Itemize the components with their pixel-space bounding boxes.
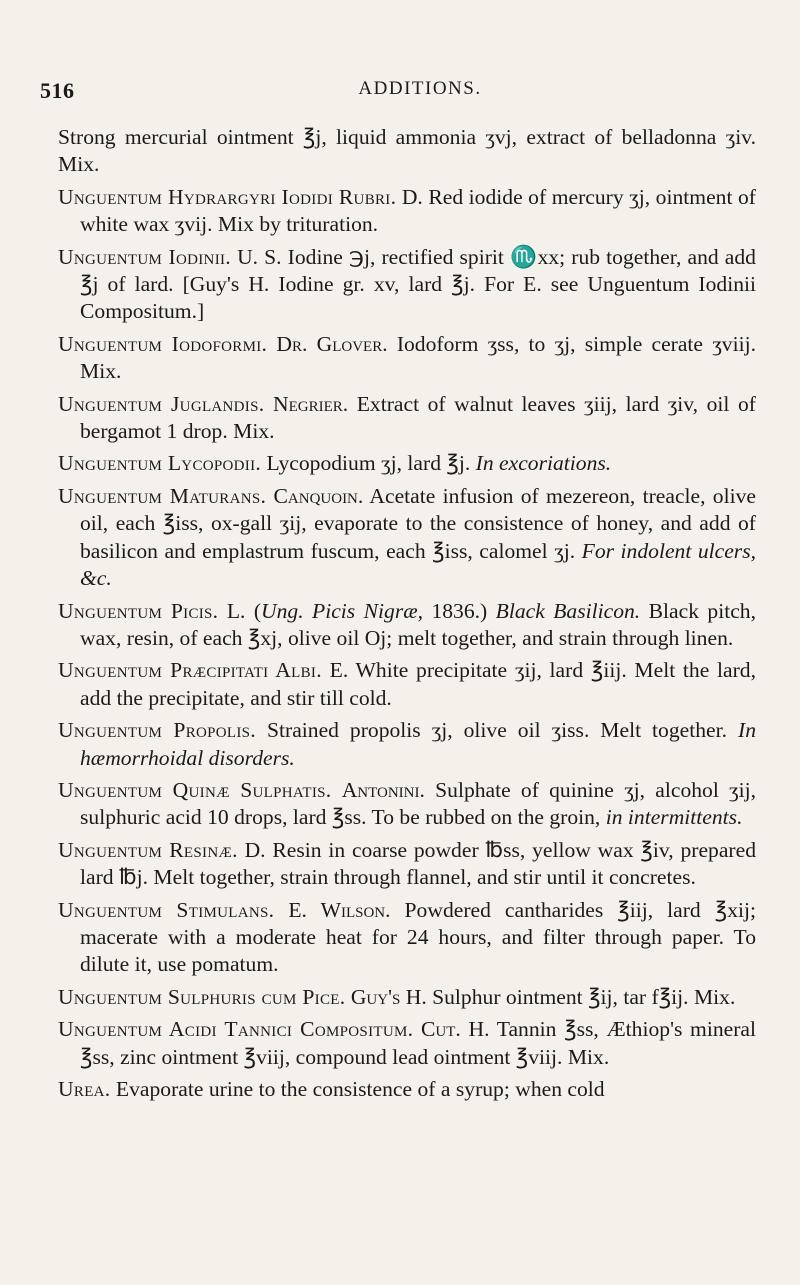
entry [58, 598, 756, 653]
entry-reference-year: 1836.) [423, 598, 496, 623]
entry [58, 897, 756, 979]
entry-text: Tannin ℥ss, Æthiop's mineral ℥ss, zinc ointment ℥viij, compound lead ointment ℥viij. Mix. [80, 1017, 756, 1069]
entry-headword: Unguentum Acidi Tannici Compositum. [58, 1017, 414, 1042]
entry-reference: Ung. Picis Nigræ, [261, 598, 424, 623]
entry-headword: Unguentum Præcipitati Albi. [58, 658, 322, 683]
entry [58, 657, 756, 712]
entry-authority: Guy's H. [350, 984, 427, 1009]
entry [58, 984, 756, 1011]
entry-authority: D. [401, 184, 423, 209]
entry-headword: Unguentum Sulphuris cum Pice. [58, 984, 346, 1009]
page-header [40, 78, 760, 108]
entry-text: Strained propolis ʒj, olive oil ʒiss. Melt together. [267, 718, 728, 743]
entry [58, 837, 756, 892]
entry-text: Evaporate urine to the consistence of a syrup; when cold [115, 1077, 605, 1101]
entry [58, 777, 756, 832]
entry-text: Iodoform ʒss, to ʒj, simple cerate ʒviij. Mix. [80, 331, 756, 384]
entry-text: Lycopodium ʒj, lard ℥j. [266, 451, 471, 476]
entry-headword: Unguentum Propolis. [58, 718, 257, 743]
entry-headword: Unguentum Hydrargyri Iodidi Rubri. [58, 184, 397, 209]
entry-authority: Cut. H. [421, 1017, 490, 1042]
entry-note: In excoriations. [475, 451, 612, 476]
entry [58, 450, 756, 477]
entry-headword: Unguentum Lycopodii. [58, 451, 262, 476]
entry [58, 244, 756, 326]
entry-text: Iodine ℈j, rectified spirit ♏xx; rub together, and add ℥j of lard. [Guy's H. Iodine gr. xv, lard ℥j. For E. see Unguentum Iodinii Compositum.] [80, 244, 756, 324]
entry-note: In hæmorrhoidal disorders. [80, 718, 757, 770]
entry-text: Black pitch, wax, resin, of each ℥xj, olive oil Oj; melt together, and strain through linen. [80, 598, 756, 650]
entry-headword: Unguentum Quinæ Sulphatis. [58, 777, 332, 802]
entry-authority: D. [244, 837, 266, 862]
entry-text: Resin in coarse powder ℔ss, yellow wax ℥iv, prepared lard ℔j. Melt together, strain through flannel, and stir until it concretes. [80, 837, 756, 890]
entry-authority: Canquoin. [273, 483, 364, 508]
page-number: 516 [40, 78, 75, 103]
entry [58, 331, 756, 386]
entry-authority: U. S. [237, 244, 282, 269]
entry-text: Red iodide of mercury ʒj, ointment of white wax ʒvij. Mix by trituration. [80, 184, 756, 237]
entry [58, 184, 756, 239]
entry-authority: Negrier. [273, 391, 349, 416]
entry-authority: Dr. Glover. [276, 331, 388, 356]
entry-text: Powdered cantharides ℥iij, lard ℥xij; macerate with a moderate heat for 24 hours, and filter through paper. To dilute it, use pomatum. [80, 897, 756, 977]
entry-headword: Unguentum Iodoformi. [58, 331, 268, 356]
entry-headword: Urea. [58, 1077, 111, 1101]
entry-text: Strong mercurial ointment ℥j, liquid ammonia ʒvj, extract of belladonna ʒiv. Mix. [58, 125, 756, 177]
entry-text: Sulphate of quinine ʒj, alcohol ʒij, sulphuric acid 10 drops, lard ℥ss. To be rubbed on the groin, [80, 777, 757, 830]
entry [58, 391, 756, 446]
entry-authority: L. [226, 598, 246, 623]
entry-headword: Unguentum Picis. [58, 598, 219, 623]
entry-authority: E. Wilson. [288, 897, 391, 922]
entry-paren-open: ( [253, 598, 262, 623]
entry-headword: Unguentum Iodinii. [58, 244, 231, 269]
entry [58, 483, 756, 593]
entry-note: in intermittents. [605, 805, 743, 830]
entry-text: Acetate infusion of mezereon, treacle, olive oil, each ℥iss, ox-gall ʒij, evaporate to the consistence of honey, and add of basilicon and emplastrum fuscum, each ℥iss, calomel ʒj. [80, 483, 756, 563]
entry-authority: Antonini. [341, 777, 425, 802]
entry-continuation [58, 124, 756, 179]
entry-text: White precipitate ʒij, lard ℥iij. Melt the lard, add the precipitate, and stir till cold. [80, 658, 756, 710]
entry [58, 1016, 756, 1071]
entry-headword: Unguentum Resinæ. [58, 837, 238, 862]
entry-text: Sulphur ointment ℥ij, tar f℥ij. Mix. [432, 984, 736, 1009]
entry-headword: Unguentum Maturans. [58, 483, 267, 508]
entry-headword: Unguentum Stimulans. [58, 897, 275, 922]
entry-authority: E. [329, 658, 349, 683]
entry [58, 1076, 756, 1103]
entry-text: Extract of walnut leaves ʒiij, lard ʒiv, oil of bergamot 1 drop. Mix. [80, 391, 756, 444]
entry-alias: Black Basilicon. [495, 598, 641, 623]
running-head: ADDITIONS. [358, 78, 482, 99]
entry [58, 717, 756, 772]
entry-note: For indolent ulcers, &c. [80, 538, 756, 591]
body-text [58, 124, 756, 1108]
entry-headword: Unguentum Juglandis. [58, 391, 265, 416]
